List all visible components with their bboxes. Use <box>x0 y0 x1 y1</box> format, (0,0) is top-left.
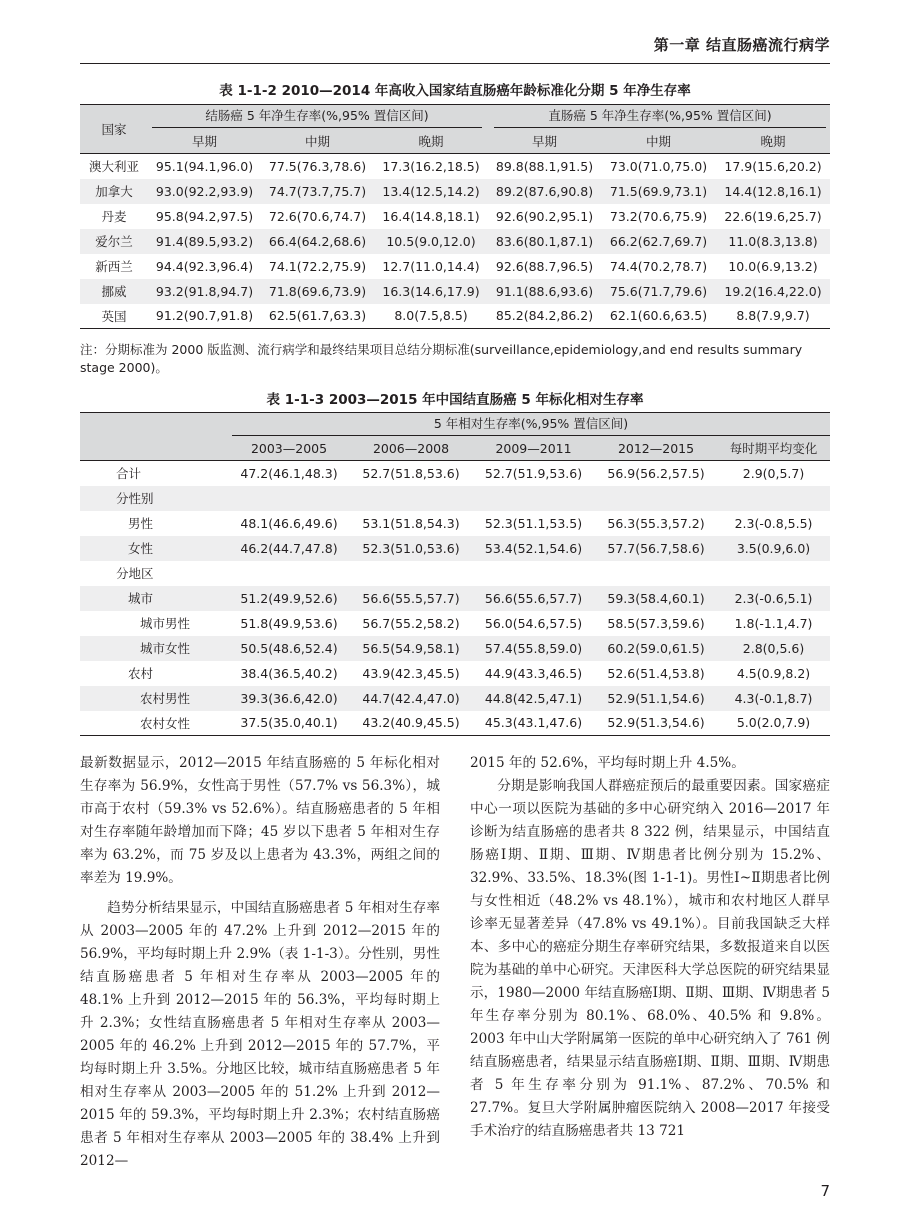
table-row <box>80 279 830 304</box>
table-row <box>80 536 830 561</box>
data-cell: 72.6(70.6,74.7) <box>268 208 367 224</box>
table1-colon-header-text: 结肠癌 5 年净生存率(%,95% 置信区间) <box>152 105 482 128</box>
table2-caption: 表 1-1-3 2003—2015 年中国结直肠癌 5 年标化相对生存率 <box>266 392 644 408</box>
table2 <box>80 412 830 736</box>
header-rule <box>80 63 830 64</box>
data-cell: 16.4(14.8,18.1) <box>382 208 480 224</box>
data-cell <box>595 486 717 511</box>
data-cell: 52.7(51.9,53.6) <box>484 465 583 481</box>
row-label: 农村 <box>128 666 154 681</box>
data-cell: 73.0(71.0,75.0) <box>609 158 708 174</box>
data-cell: 17.3(16.2,18.5) <box>382 158 480 174</box>
table1-stage-header: 晚期 <box>760 133 786 149</box>
data-cell: 93.2(91.8,94.7) <box>155 283 254 299</box>
table1-country-header: 国家 <box>80 105 148 154</box>
table-row <box>80 486 830 511</box>
data-cell: 56.9(56.2,57.5) <box>607 465 705 481</box>
data-cell <box>472 486 595 511</box>
table1 <box>80 104 830 329</box>
data-cell: 56.6(55.6,57.7) <box>484 590 583 606</box>
data-cell: 4.3(-0.1,8.7) <box>734 690 813 706</box>
data-cell <box>595 561 717 586</box>
data-cell: 52.3(51.1,53.5) <box>484 515 583 531</box>
data-cell: 48.1(46.6,49.6) <box>240 515 338 531</box>
data-cell: 16.3(14.6,17.9) <box>382 283 480 299</box>
data-cell: 44.7(42.4,47.0) <box>362 690 460 706</box>
data-cell: 2.3(-0.6,5.1) <box>734 590 813 606</box>
table1-note: 注：分期标准为 2000 版监测、流行病学和最终结果项目总结分期标准(surveillance,epidemiology,and end results summary stage 2000)。 <box>80 342 803 375</box>
data-cell: 51.8(49.9,53.6) <box>240 615 338 631</box>
data-cell: 51.2(49.9,52.6) <box>240 590 338 606</box>
table-row <box>80 561 830 586</box>
data-cell: 56.3(55.3,57.2) <box>607 515 705 531</box>
data-cell: 8.0(7.5,8.5) <box>394 308 468 324</box>
data-cell <box>350 561 472 586</box>
data-cell: 2.8(0,5.6) <box>742 640 805 656</box>
data-cell: 13.4(12.5,14.2) <box>382 183 480 199</box>
country-cell: 新西兰 <box>95 259 133 274</box>
data-cell <box>717 486 830 511</box>
data-cell: 1.8(-1.1,4.7) <box>734 615 813 631</box>
row-label: 城市 <box>128 591 154 606</box>
data-cell: 85.2(84.2,86.2) <box>495 308 594 324</box>
data-cell: 52.9(51.1,54.6) <box>607 690 705 706</box>
row-label: 分地区 <box>116 566 154 581</box>
row-label: 农村女性 <box>140 715 191 731</box>
table-row <box>80 461 830 486</box>
data-cell: 14.4(12.8,16.1) <box>724 183 822 199</box>
table1-caption: 表 1-1-2 2010—2014 年高收入国家结直肠癌年龄标准化分期 5 年净生存率 <box>219 83 691 99</box>
data-cell: 37.5(35.0,40.1) <box>240 715 338 731</box>
data-cell: 17.9(15.6,20.2) <box>724 158 822 174</box>
row-label: 城市男性 <box>140 616 191 631</box>
table1-rectal-header <box>488 105 830 129</box>
data-cell: 52.9(51.3,54.6) <box>607 715 705 731</box>
data-cell: 52.7(51.8,53.6) <box>362 465 460 481</box>
data-cell: 53.1(51.8,54.3) <box>362 515 460 531</box>
country-cell: 澳大利亚 <box>88 159 139 175</box>
row-label: 分性别 <box>116 491 154 506</box>
country-cell: 英国 <box>101 308 127 324</box>
data-cell <box>717 561 830 586</box>
data-cell: 19.2(16.4,22.0) <box>724 283 822 299</box>
table1-stage-header: 中期 <box>304 133 330 149</box>
data-cell: 91.1(88.6,93.6) <box>495 283 594 299</box>
data-cell: 10.0(6.9,13.2) <box>728 258 818 274</box>
data-cell: 11.0(8.3,13.8) <box>728 233 818 249</box>
data-cell: 2.9(0,5.7) <box>742 465 805 481</box>
data-cell: 95.1(94.1,96.0) <box>155 158 254 174</box>
row-label: 合计 <box>116 466 142 482</box>
data-cell: 74.1(72.2,75.9) <box>268 258 367 274</box>
table1-stage-header: 早期 <box>531 133 557 149</box>
row-label: 农村男性 <box>140 691 191 706</box>
table-row <box>80 686 830 711</box>
data-cell: 92.6(88.7,96.5) <box>495 258 594 274</box>
data-cell: 74.7(73.7,75.7) <box>268 183 367 199</box>
data-cell: 46.2(44.7,47.8) <box>240 540 338 556</box>
data-cell: 91.2(90.7,91.8) <box>155 308 254 324</box>
data-cell: 57.4(55.8,59.0) <box>484 640 583 656</box>
country-cell: 爱尔兰 <box>95 234 133 249</box>
data-cell: 5.0(2.0,7.9) <box>736 715 811 731</box>
table2-period-header: 每时期平均变化 <box>729 441 818 457</box>
table1-stage-header: 中期 <box>645 133 671 149</box>
data-cell: 89.8(88.1,91.5) <box>495 158 594 174</box>
table2-group-header-text: 5 年相对生存率(%,95% 置信区间) <box>232 413 830 436</box>
table-row <box>80 179 830 204</box>
data-cell: 59.3(58.4,60.1) <box>607 590 705 606</box>
country-cell: 加拿大 <box>95 184 133 199</box>
row-label: 女性 <box>128 541 154 556</box>
table-row <box>80 661 830 686</box>
data-cell: 66.2(62.7,69.7) <box>609 233 708 249</box>
table-row <box>80 586 830 611</box>
data-cell: 45.3(43.1,47.6) <box>484 715 583 731</box>
table2-period-header: 2009—2011 <box>495 440 572 456</box>
table1-stage-header: 晚期 <box>418 133 444 149</box>
data-cell: 44.8(42.5,47.1) <box>484 690 583 706</box>
data-cell: 50.5(48.6,52.4) <box>240 640 338 656</box>
body-left-column <box>80 752 440 1173</box>
data-cell: 43.9(42.3,45.5) <box>362 665 460 681</box>
paragraph: 2015 年的 52.6%，平均每时期上升 4.5%。 <box>470 755 745 771</box>
data-cell: 57.7(56.7,58.6) <box>607 540 705 556</box>
table-row <box>80 636 830 661</box>
table1-stage-header: 早期 <box>191 133 217 149</box>
table-row <box>80 711 830 736</box>
data-cell <box>472 561 595 586</box>
data-cell: 56.6(55.5,57.7) <box>362 590 460 606</box>
data-cell: 56.5(54.9,58.1) <box>362 640 460 656</box>
table1-colon-header <box>148 105 488 129</box>
paragraph: 趋势分析结果显示，中国结直肠癌患者 5 年相对生存率从 2003—2005 年的 47.2% 上升到 2012—2015 年的 56.9%，平均每时期上升 2.9%（表 1-1-3）。分性别，男性结直肠癌患者 5 年相对生存率从 2003—2005 年的 48.1% 上升到 2012—2015 年的 56.3%，平均每时期上升 2.3%；女性结直肠癌患者 5 年相对生存率从 2003—2005 年的 46.2% 上升到 2012—2015 年的 57.7%，平均每时期上升 3.5%。分地区比较，城市结直肠癌患者 5 年相对生存率从 2003—2005 年的 51.2% 上升到 2012—2015 年的 59.3%，平均每时期上升 2.3%；农村结直肠癌患者 5 年相对生存率从 2003—2005 年的 38.4% 上升到 2012— <box>80 900 440 1169</box>
data-cell: 74.4(70.2,78.7) <box>609 258 708 274</box>
data-cell: 56.7(55.2,58.2) <box>362 615 460 631</box>
data-cell: 60.2(59.0,61.5) <box>607 640 705 656</box>
data-cell: 93.0(92.2,93.9) <box>155 183 254 199</box>
table2-period-header: 2006—2008 <box>372 440 450 456</box>
data-cell: 22.6(19.6,25.7) <box>724 208 822 224</box>
table-row <box>80 154 830 179</box>
table1-rectal-header-text: 直肠癌 5 年净生存率(%,95% 置信区间) <box>494 105 826 128</box>
data-cell: 77.5(76.3,78.6) <box>268 158 367 174</box>
data-cell: 53.4(52.1,54.6) <box>484 540 583 556</box>
data-cell <box>228 486 350 511</box>
table2-group-header <box>228 413 830 437</box>
data-cell: 95.8(94.2,97.5) <box>155 208 254 224</box>
data-cell: 47.2(46.1,48.3) <box>240 465 338 481</box>
paragraph: 最新数据显示，2012—2015 年结直肠癌的 5 年标化相对生存率为 56.9%，女性高于男性（57.7% vs 56.3%），城市高于农村（59.3% vs 52.6%）。结直肠癌患者的 5 年相对生存率随年龄增加而下降；45 岁以下患者 5 年相对生存率为 63.2%，而 75 岁及以上患者为 43.3%，两组之间的率差为 19.9%。 <box>80 755 440 886</box>
data-cell: 3.5(0.9,6.0) <box>736 540 811 556</box>
table-row <box>80 611 830 636</box>
data-cell: 83.6(80.1,87.1) <box>495 233 594 249</box>
table2-period-header: 2012—2015 <box>617 440 695 456</box>
table2-period-header: 2003—2005 <box>250 440 328 456</box>
paragraph: 分期是影响我国人群癌症预后的最重要因素。国家癌症中心一项以医院为基础的多中心研究纳入 2016—2017 年诊断为结直肠癌的患者共 8 322 例，结果显示，中国结直肠癌Ⅰ期、Ⅱ期、Ⅲ期、Ⅳ期患者比例分别为 15.2%、32.9%、33.5%、18.3%(图 1-1-1)。男性Ⅰ~Ⅱ期患者比例与女性相近（48.2% vs 48.1%），城市和农村地区人群早诊率无显著差异（47.8% vs 49.1%）。目前我国缺乏大样本、多中心的癌症分期生存率研究结果，多数报道来自以医院为基础的单中心研究。天津医科大学总医院的研究结果显示，1980—2000 年结直肠癌Ⅰ期、Ⅱ期、Ⅲ期、Ⅳ期患者 5 年生存率分别为 80.1%、68.0%、40.5% 和 9.8%。2003 年中山大学附属第一医院的单中心研究纳入了 761 例结直肠癌患者，结果显示结直肠癌Ⅰ期、Ⅱ期、Ⅲ期、Ⅳ期患者 5 年生存率分别为 91.1%、87.2%、70.5% 和 27.7%。复旦大学附属肿瘤医院纳入 2008—2017 年接受手术治疗的结直肠癌患者共 13 721 <box>470 778 830 1139</box>
data-cell: 58.5(57.3,59.6) <box>607 615 705 631</box>
data-cell: 38.4(36.5,40.2) <box>240 665 338 681</box>
country-cell: 挪威 <box>101 284 127 299</box>
data-cell: 94.4(92.3,96.4) <box>155 258 254 274</box>
row-label: 男性 <box>128 516 154 531</box>
table-row <box>80 204 830 229</box>
data-cell: 52.6(51.4,53.8) <box>607 665 705 681</box>
data-cell: 39.3(36.6,42.0) <box>240 690 338 706</box>
data-cell: 92.6(90.2,95.1) <box>495 208 594 224</box>
data-cell: 44.9(43.3,46.5) <box>484 665 583 681</box>
data-cell: 52.3(51.0,53.6) <box>362 540 460 556</box>
data-cell: 2.3(-0.8,5.5) <box>734 515 813 531</box>
data-cell: 71.8(69.6,73.9) <box>268 283 367 299</box>
data-cell: 66.4(64.2,68.6) <box>268 233 367 249</box>
data-cell: 62.1(60.6,63.5) <box>609 308 708 324</box>
data-cell <box>350 486 472 511</box>
data-cell: 62.5(61.7,63.3) <box>268 308 367 324</box>
data-cell: 10.5(9.0,12.0) <box>386 233 476 249</box>
data-cell: 56.0(54.6,57.5) <box>484 615 583 631</box>
data-cell: 12.7(11.0,14.4) <box>382 258 480 274</box>
table-row <box>80 229 830 254</box>
data-cell: 91.4(89.5,93.2) <box>155 233 254 249</box>
data-cell: 71.5(69.9,73.1) <box>609 183 708 199</box>
data-cell: 43.2(40.9,45.5) <box>362 715 460 731</box>
table-row <box>80 304 830 329</box>
data-cell: 73.2(70.6,75.9) <box>609 208 708 224</box>
table-row <box>80 254 830 279</box>
table-row <box>80 511 830 536</box>
country-cell: 丹麦 <box>101 209 127 224</box>
data-cell: 75.6(71.7,79.6) <box>609 283 708 299</box>
data-cell <box>228 561 350 586</box>
running-header: 第一章 结直肠癌流行病学 <box>653 36 830 54</box>
row-label: 城市女性 <box>140 641 191 656</box>
data-cell: 89.2(87.6,90.8) <box>495 183 594 199</box>
data-cell: 4.5(0.9,8.2) <box>736 665 811 681</box>
page-number: 7 <box>820 1182 830 1200</box>
data-cell: 8.8(7.9,9.7) <box>736 308 810 324</box>
body-right-column <box>470 752 830 1143</box>
table2-corner-cell <box>80 413 228 461</box>
